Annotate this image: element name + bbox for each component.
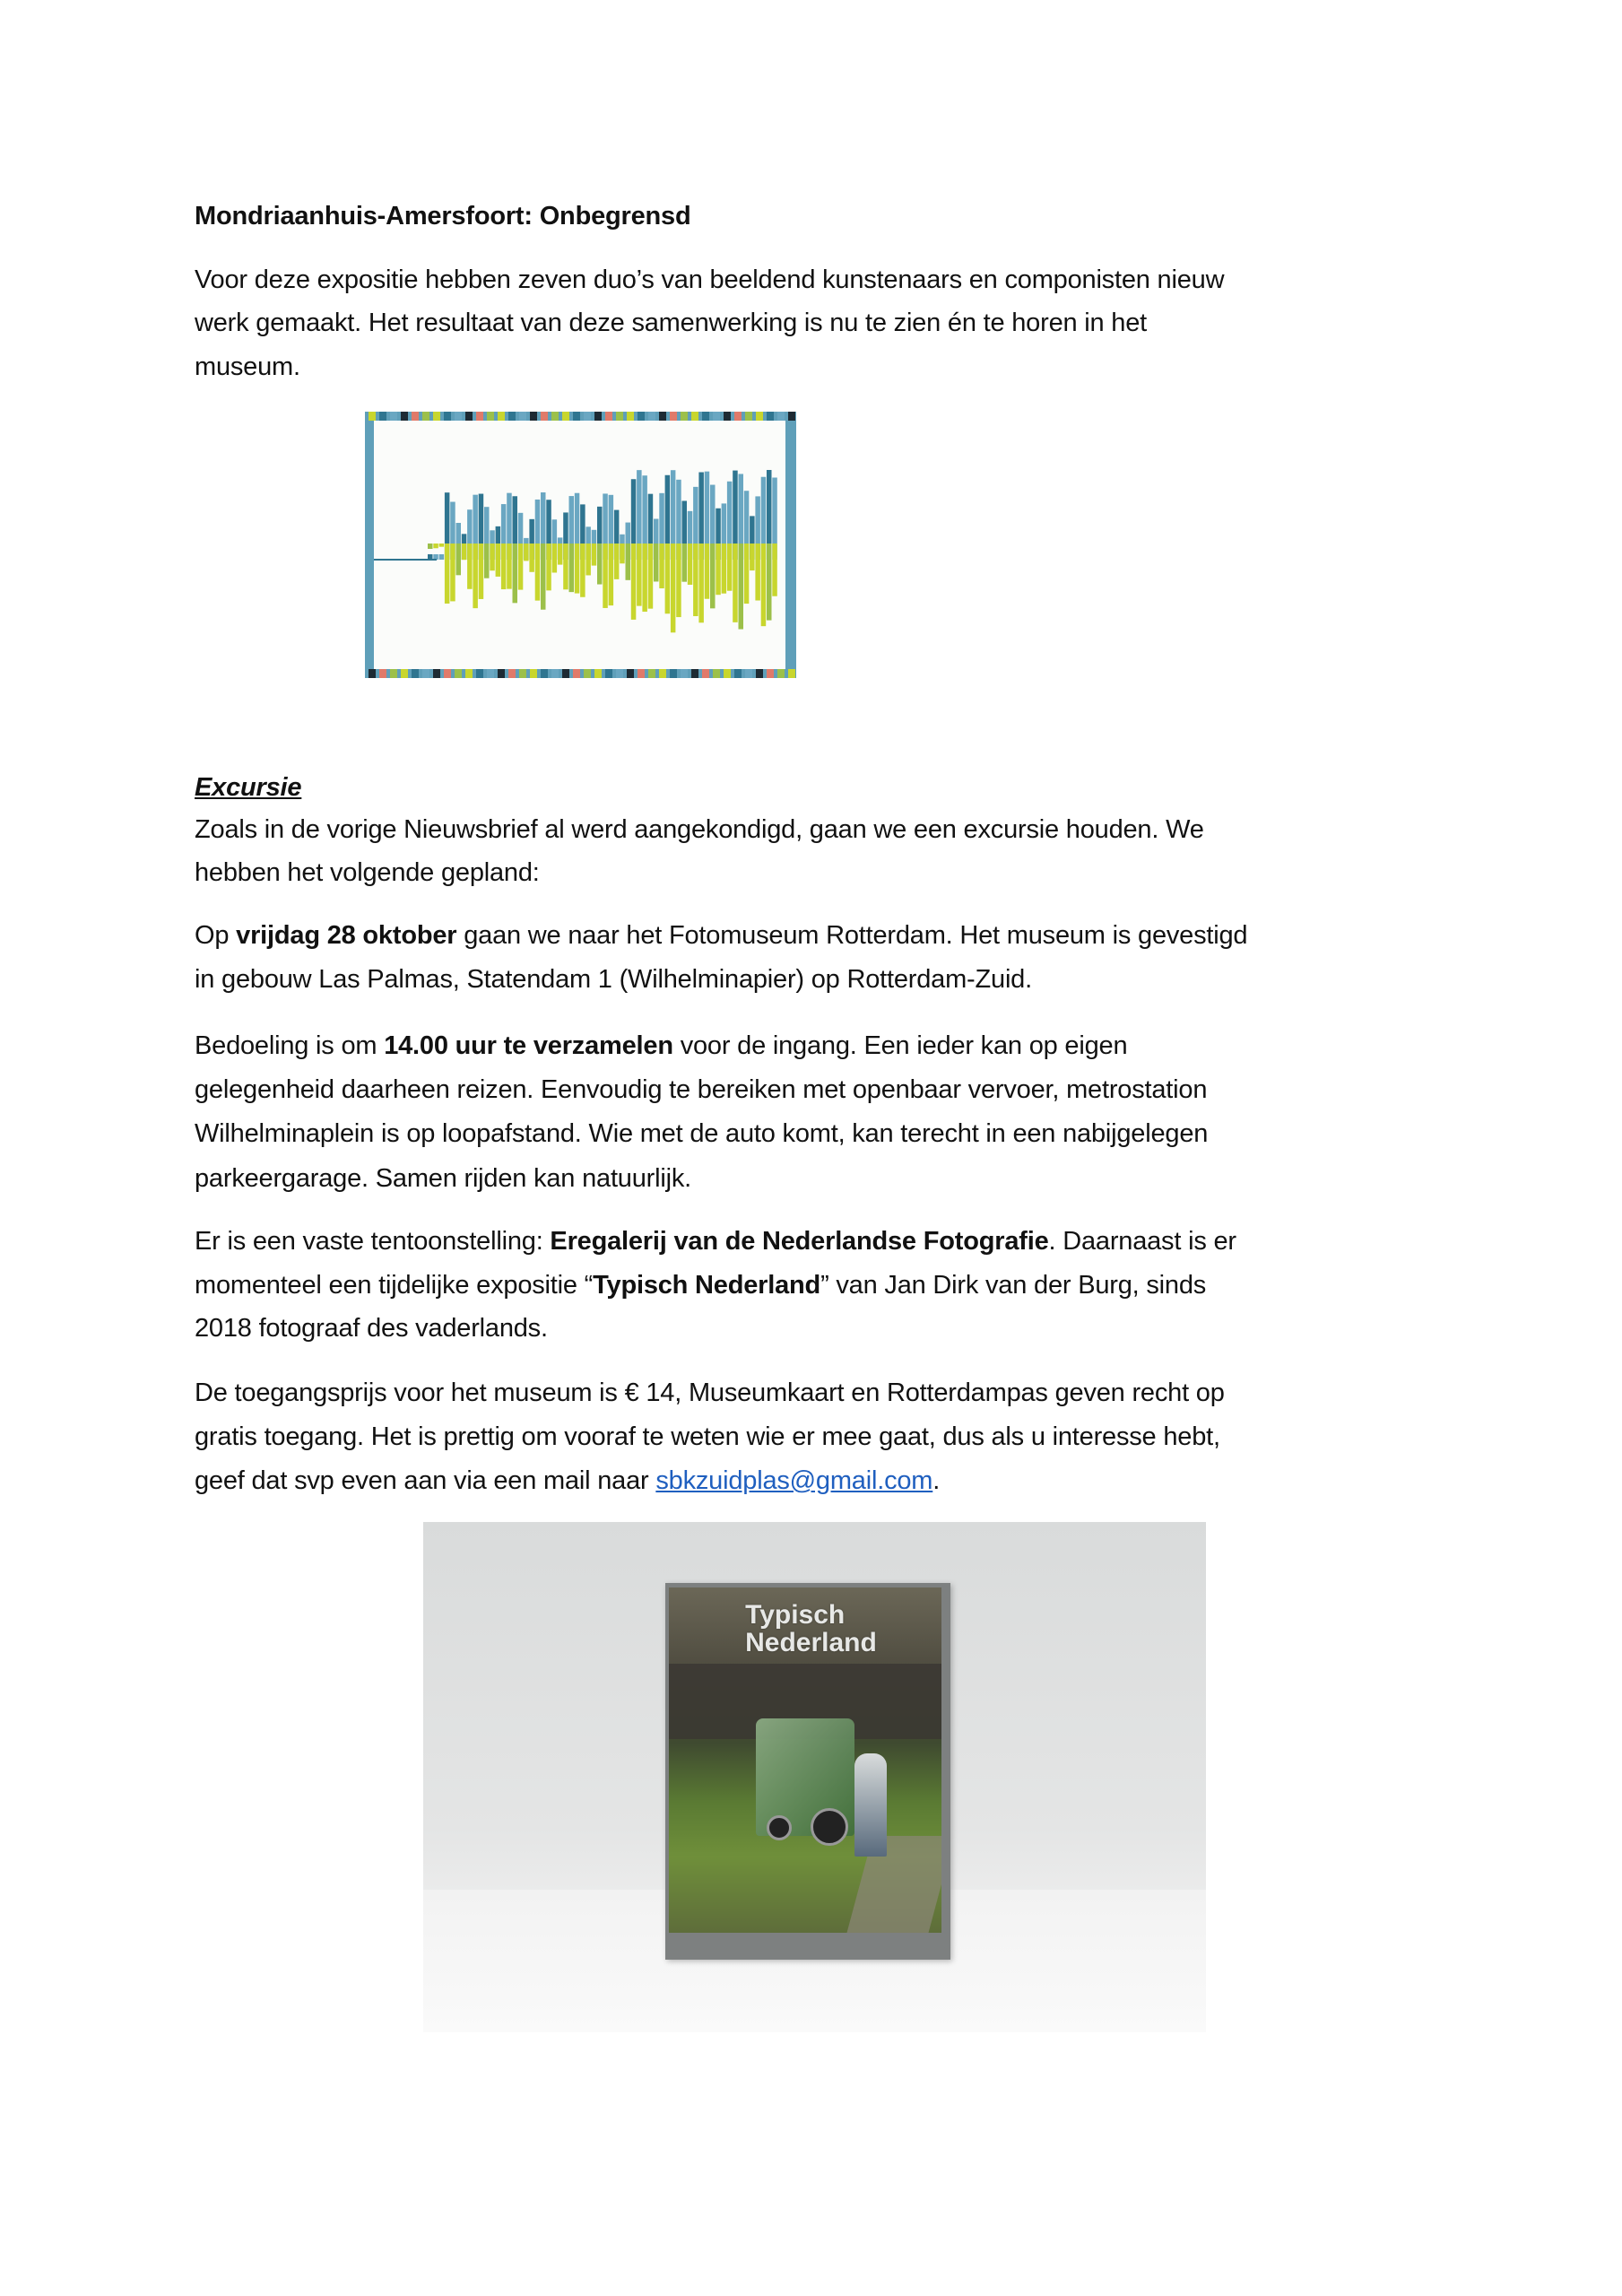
wave-trough xyxy=(750,544,755,570)
wave-peak xyxy=(439,554,445,560)
border-stripe xyxy=(681,412,688,421)
border-stripe xyxy=(724,669,731,678)
wave-trough xyxy=(507,544,512,589)
border-stripe xyxy=(541,412,548,421)
wave-trough xyxy=(597,544,603,585)
border-stripe xyxy=(713,669,720,678)
paragraph-line xyxy=(195,1269,1206,1301)
border-stripe xyxy=(724,412,731,421)
wave-trough xyxy=(654,544,659,581)
paragraph-line: hebben het volgende gepland: xyxy=(195,858,540,887)
wave-trough xyxy=(772,544,777,596)
border-stripe xyxy=(681,669,688,678)
border-stripe xyxy=(465,669,473,678)
wave-trough xyxy=(585,544,591,575)
border-stripe xyxy=(767,669,774,678)
wave-trough xyxy=(456,544,462,575)
border-stripe xyxy=(691,412,698,421)
border-stripe xyxy=(455,412,462,421)
text: . Daarnaast is er xyxy=(1048,1227,1236,1256)
border-stripe xyxy=(530,669,537,678)
border-stripe xyxy=(412,669,419,678)
border-stripe xyxy=(702,412,709,421)
border-stripe xyxy=(702,669,709,678)
border-stripe xyxy=(659,412,666,421)
border-stripe xyxy=(573,669,580,678)
wave-trough xyxy=(722,544,727,594)
paragraph-line: gratis toegang. Het is prettig om vooraf te weten wie er mee gaat, dus als u interesse hebt, xyxy=(195,1422,1220,1451)
wave-trough xyxy=(603,544,608,608)
border-stripe xyxy=(648,669,655,678)
wave-trough xyxy=(642,544,647,612)
text: Er is een vaste tentoonstelling: xyxy=(195,1227,551,1256)
border-stripe xyxy=(508,669,516,678)
border-stripe xyxy=(670,412,677,421)
wave-trough xyxy=(490,544,495,570)
text: ” van Jan Dirk van der Burg, sinds xyxy=(820,1271,1207,1300)
border-stripe xyxy=(767,412,774,421)
border-stripe xyxy=(616,669,623,678)
border-stripe xyxy=(401,412,408,421)
wave-trough xyxy=(484,544,490,578)
border-stripe xyxy=(455,669,462,678)
wave-trough xyxy=(462,544,467,560)
border-stripe xyxy=(691,669,698,678)
wave-trough xyxy=(614,544,620,579)
wave-trough xyxy=(546,544,551,590)
paragraph-line xyxy=(195,1225,1236,1257)
paragraph-line: De toegangsprijs voor het museum is € 14, Museumkaart en Rotterdampas geven recht op xyxy=(195,1378,1225,1407)
border-stripe xyxy=(487,412,494,421)
wave-trough xyxy=(575,544,580,594)
wave-trough xyxy=(569,544,575,592)
border-stripe xyxy=(530,412,537,421)
wave-trough xyxy=(529,544,534,572)
border-stripe xyxy=(498,669,505,678)
border-stripe xyxy=(562,412,569,421)
border-stripe xyxy=(422,412,429,421)
wave-trough xyxy=(541,544,546,610)
exhibition-name: Eregalerij van de Nederlandse Fotografie xyxy=(550,1227,1049,1256)
email-link[interactable]: sbkzuidplas@gmail.com xyxy=(655,1466,933,1495)
wave-trough xyxy=(496,544,501,577)
border-stripe xyxy=(627,669,634,678)
border-stripe xyxy=(777,412,785,421)
border-stripe xyxy=(390,412,397,421)
time-emphasis: 14.00 uur te verzamelen xyxy=(384,1031,673,1060)
wave-trough xyxy=(501,544,507,589)
border-stripe xyxy=(476,412,483,421)
artwork-waveform xyxy=(365,412,796,678)
border-stripe xyxy=(627,412,634,421)
border-stripe xyxy=(369,412,376,421)
wave-trough xyxy=(682,544,688,582)
text: gaan we naar het Fotomuseum Rotterdam. Het museum is gevestigd xyxy=(456,921,1248,950)
text: geef dat svp even aan via een mail naar xyxy=(195,1466,656,1495)
wave-trough xyxy=(631,544,637,620)
wave-trough xyxy=(626,544,631,580)
wave-trough xyxy=(727,544,733,591)
border-stripe xyxy=(594,412,602,421)
border-stripe xyxy=(777,669,785,678)
paragraph-line: Wilhelminaplein is op loopafstand. Wie met de auto komt, kan terecht in een nabijgelegen xyxy=(195,1119,1209,1148)
wave-trough xyxy=(676,544,681,617)
wave-trough xyxy=(648,544,654,609)
wave-trough xyxy=(558,544,563,565)
paragraph-line: Voor deze expositie hebben zeven duo’s van beeldend kunstenaars en componisten nieuw xyxy=(195,265,1225,294)
wave-trough xyxy=(744,544,750,604)
wave-trough xyxy=(671,544,676,632)
paragraph-line: museum. xyxy=(195,352,300,381)
border-stripe xyxy=(573,412,580,421)
wave-trough xyxy=(428,544,433,549)
border-stripe xyxy=(379,669,386,678)
border-stripe xyxy=(788,412,795,421)
border-stripe xyxy=(519,669,526,678)
border-stripe xyxy=(584,669,591,678)
wave-trough xyxy=(518,544,524,590)
wave-trough xyxy=(535,544,541,601)
border-stripe xyxy=(638,669,645,678)
wave-trough xyxy=(710,544,716,608)
border-stripe xyxy=(745,669,752,678)
wave-trough xyxy=(705,544,710,599)
wave-trough xyxy=(761,544,767,626)
text: momenteel een tijdelijke expositie “ xyxy=(195,1271,594,1300)
border-stripe xyxy=(444,412,451,421)
mondriaan-artwork-image xyxy=(365,412,796,678)
border-stripe xyxy=(713,412,720,421)
border-stripe xyxy=(605,412,612,421)
wave-trough xyxy=(563,544,568,589)
exhibition-name: Typisch Nederland xyxy=(593,1271,821,1300)
border-stripe xyxy=(476,669,483,678)
wave-trough xyxy=(439,544,445,547)
wave-trough xyxy=(693,544,698,616)
border-stripe xyxy=(638,412,645,421)
wave-trough xyxy=(479,544,484,599)
border-stripe xyxy=(541,669,548,678)
border-stripe xyxy=(422,669,429,678)
date-emphasis: vrijdag 28 oktober xyxy=(236,921,457,950)
wave-trough xyxy=(433,544,438,548)
wave-trough xyxy=(592,544,597,566)
border-stripe xyxy=(551,669,559,678)
border-stripe xyxy=(401,669,408,678)
wave-trough xyxy=(580,544,585,597)
wave-trough xyxy=(698,544,704,622)
border-stripe xyxy=(648,412,655,421)
wave-trough xyxy=(445,544,450,604)
paragraph-line: parkeergarage. Samen rijden kan natuurlijk. xyxy=(195,1164,691,1193)
border-stripe xyxy=(465,412,473,421)
worker xyxy=(854,1753,887,1857)
border-stripe xyxy=(594,669,602,678)
wave-trough xyxy=(467,544,473,589)
wave-trough xyxy=(609,544,614,605)
border-stripe xyxy=(433,669,440,678)
wave-trough xyxy=(620,544,625,563)
paragraph-line xyxy=(195,919,1247,952)
paragraph-line xyxy=(195,1030,1127,1062)
paragraph-line xyxy=(195,1465,940,1497)
border-stripe xyxy=(788,669,795,678)
paragraph-line: werk gemaakt. Het resultaat van deze samenwerking is nu te zien én te horen in het xyxy=(195,309,1148,337)
border-stripe xyxy=(487,669,494,678)
border-stripe xyxy=(508,412,516,421)
paragraph-line: Zoals in de vorige Nieuwsbrief al werd aangekondigd, gaan we een excursie houden. We xyxy=(195,815,1204,844)
book-cover xyxy=(669,1587,941,1933)
border-stripe xyxy=(551,412,559,421)
border-stripe xyxy=(670,669,677,678)
section-heading-mondriaanhuis: Mondriaanhuis-Amersfoort: Onbegrensd xyxy=(195,202,691,230)
wave-trough xyxy=(755,544,760,601)
paragraph-line: in gebouw Las Palmas, Statendam 1 (Wilhelminapier) op Rotterdam-Zuid. xyxy=(195,965,1032,994)
border-stripe xyxy=(412,412,419,421)
border-stripe xyxy=(498,412,505,421)
border-stripe xyxy=(745,412,752,421)
paragraph-line: 2018 fotograaf des vaderlands. xyxy=(195,1314,548,1343)
section-heading-excursie: Excursie xyxy=(195,773,302,802)
border-stripe xyxy=(562,669,569,678)
wave-trough xyxy=(473,544,478,608)
wave-trough xyxy=(552,544,558,572)
paragraph-line: gelegenheid daarheen reizen. Eenvoudig te bereiken met openbaar vervoer, metrostation xyxy=(195,1075,1208,1104)
book xyxy=(665,1583,950,1960)
border-stripe xyxy=(605,669,612,678)
border-stripe xyxy=(734,669,742,678)
book-title-line: Typisch xyxy=(745,1600,846,1631)
wave-trough xyxy=(739,544,744,630)
wave-trough xyxy=(450,544,455,601)
border-stripe xyxy=(519,412,526,421)
wave-trough xyxy=(665,544,671,613)
book-title-line: Nederland xyxy=(745,1628,877,1658)
border-stripe xyxy=(734,412,742,421)
vehicle-wheel xyxy=(811,1808,848,1846)
border-stripe xyxy=(433,412,440,421)
wave-trough xyxy=(637,544,642,606)
text: Bedoeling is om xyxy=(195,1031,385,1060)
typisch-nederland-book-photo xyxy=(423,1522,1206,2032)
book-title xyxy=(745,1601,877,1657)
border-stripe xyxy=(756,669,763,678)
border-stripe xyxy=(379,412,386,421)
border-stripe xyxy=(369,669,376,678)
text: voor de ingang. Een ieder kan op eigen xyxy=(672,1031,1128,1060)
border-stripe xyxy=(444,669,451,678)
border-stripe xyxy=(616,412,623,421)
wave-trough xyxy=(513,544,518,603)
wave-trough xyxy=(767,544,772,621)
text: . xyxy=(932,1466,941,1495)
border-stripe xyxy=(390,669,397,678)
text: Op xyxy=(195,921,237,950)
border-stripe xyxy=(756,412,763,421)
wave-trough xyxy=(524,544,529,561)
wave-trough xyxy=(733,544,738,622)
wave-trough xyxy=(688,544,693,585)
wave-trough xyxy=(716,544,721,595)
border-stripe xyxy=(584,412,591,421)
vehicle-wheel xyxy=(767,1815,792,1840)
border-stripe xyxy=(659,669,666,678)
wave-trough xyxy=(659,544,664,588)
